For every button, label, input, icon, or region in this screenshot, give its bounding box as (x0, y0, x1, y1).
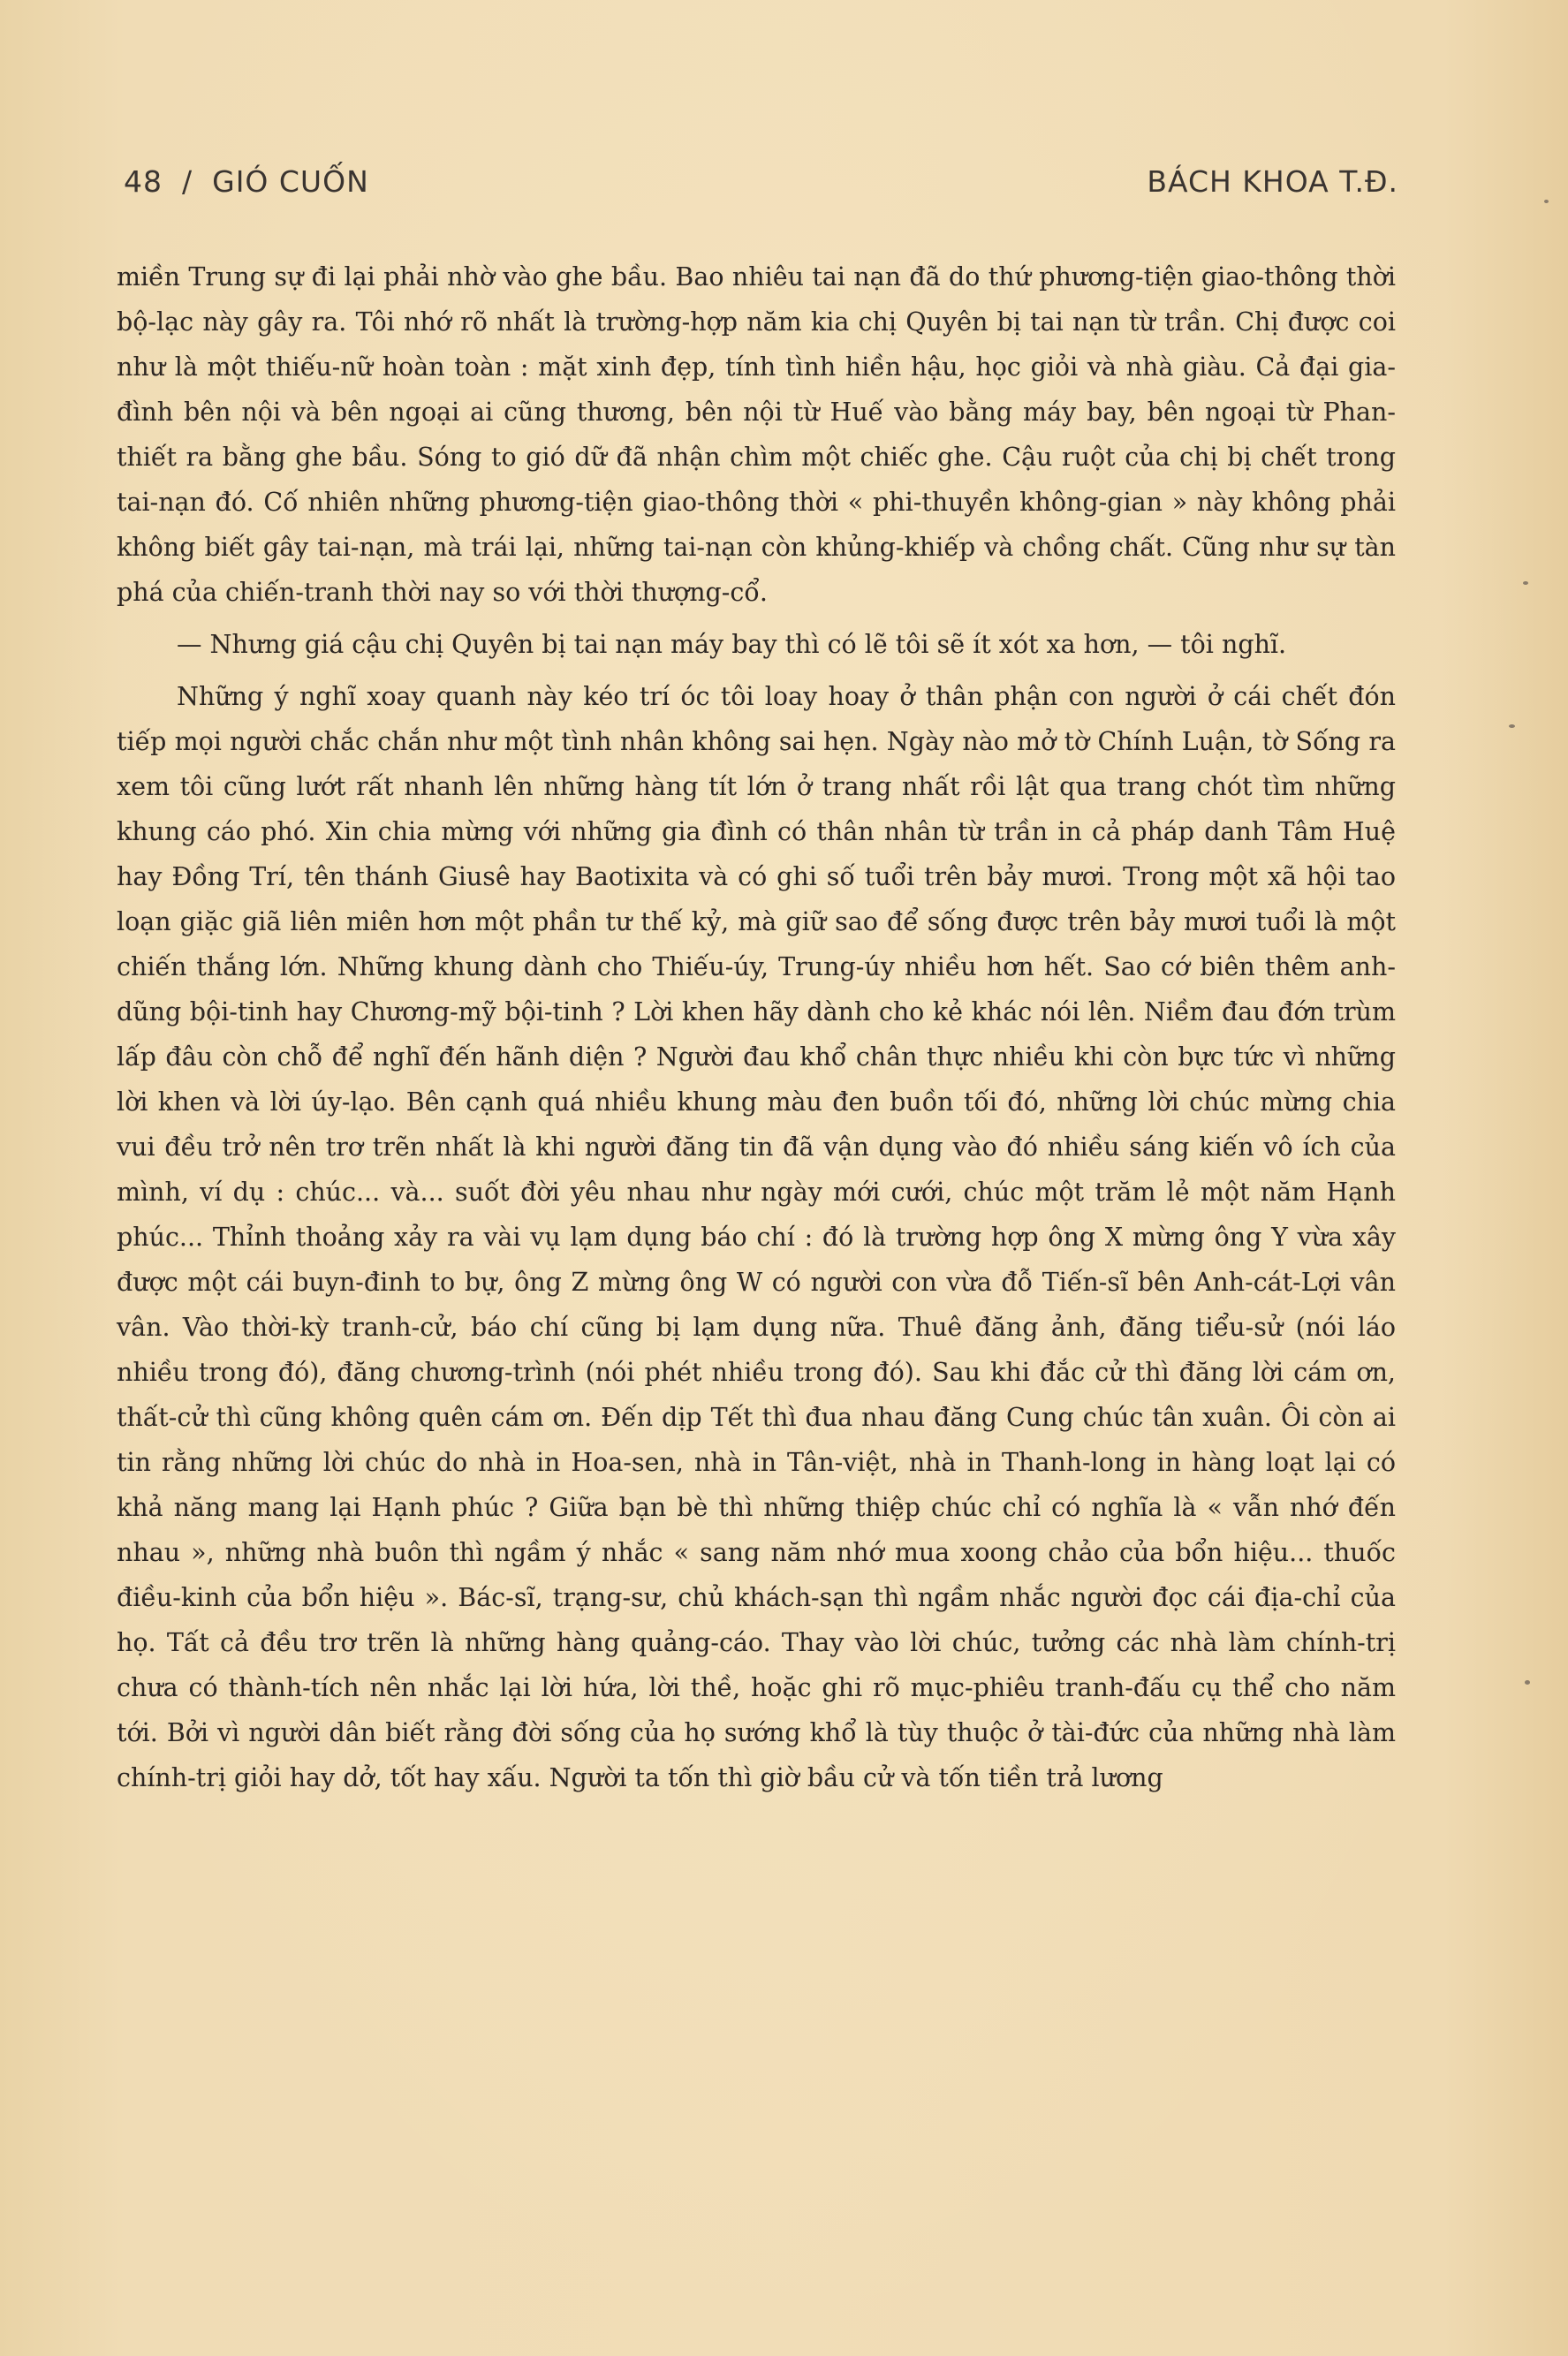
header-left (124, 164, 369, 199)
paragraph-continued: miền Trung sự đi lại phải nhờ vào ghe bầu. Bao nhiêu tai nạn đã do thứ phương-tiện giao-thông thời bộ-lạc này gây ra. Tôi nhớ rõ nhất là trường-hợp năm kia chị Quyên bị tai nạn từ trần. Chị được coi như là một thiếu-nữ hoàn toàn : mặt xinh đẹp, tính tình hiền hậu, học giỏi và nhà giàu. Cả đại gia-đình bên nội và bên ngoại ai cũng thương, bên nội từ Huế vào bằng máy bay, bên ngoại từ Phan-thiết ra bằng ghe bầu. Sóng to gió dữ đã nhận chìm một chiếc ghe. Cậu ruột của chị bị chết trong tai-nạn đó. Cố nhiên những phương-tiện giao-thông thời « phi-thuyền không-gian » này không phải không biết gây tai-nạn, mà trái lại, những tai-nạn còn khủng-khiếp và chồng chất. Cũng như sự tàn phá của chiến-tranh thời nay so với thời thượng-cổ. (117, 262, 1396, 607)
page-header (124, 164, 1398, 207)
running-title: BÁCH KHOA T.Đ. (1147, 164, 1398, 199)
header-separator: / (182, 164, 193, 199)
paragraph-dialogue: — Nhưng giá cậu chị Quyên bị tai nạn máy bay thì có lẽ tôi sẽ ít xót xa hơn, — tôi nghĩ. (177, 630, 1287, 659)
speck-mark (1523, 581, 1528, 585)
speck-mark (1525, 1680, 1530, 1685)
page-number: 48 (124, 164, 163, 199)
speck-mark (1509, 724, 1515, 728)
speck-mark (1544, 200, 1549, 203)
body-text (117, 254, 1396, 1800)
book-title: GIÓ CUỐN (212, 164, 369, 199)
paragraph-main: Những ý nghĩ xoay quanh này kéo trí óc tôi loay hoay ở thân phận con người ở cái chết đón tiếp mọi người chắc chắn như một tình nhân không sai hẹn. Ngày nào mở tờ Chính Luận, tờ Sống ra xem tôi cũng lướt rất nhanh lên những hàng tít lớn ở trang nhất rồi lật qua trang chót tìm những khung cáo phó. Xin chia mừng với những gia đình có thân nhân từ trần in cả pháp danh Tâm Huệ hay Đồng Trí, tên thánh Giusê hay Baotixita và có ghi số tuổi trên bảy mươi. Trong một xã hội tao loạn giặc giã liên miên hơn một phần tư thế kỷ, mà giữ sao để sống được trên bảy mươi tuổi là một chiến thắng lớn. Những khung dành cho Thiếu-úy, Trung-úy nhiều hơn hết. Sao cớ biên thêm anh-dũng bội-tinh hay Chương-mỹ bội-tinh ? Lời khen hãy dành cho kẻ khác nói lên. Niềm đau đớn trùm lấp đâu còn chỗ để nghĩ đến hãnh diện ? Người đau khổ chân thực nhiều khi còn bực tức vì những lời khen và lời úy-lạo. Bên cạnh quá nhiều khung màu đen buồn tối đó, những lời chúc mừng chia vui đều trở nên trơ trẽn nhất là khi người đăng tin đã vận dụng vào đó nhiều sáng kiến vô ích của mình, ví dụ : chúc... và... suốt đời yêu nhau như ngày mới cưới, chúc một trăm lẻ một năm Hạnh phúc... Thỉnh thoảng xảy ra vài vụ lạm dụng báo chí : đó là trường hợp ông X mừng ông Y vừa xây được một cái buyn-đinh to bự, ông Z mừng ông W có người con vừa đỗ Tiến-sĩ bên Anh-cát-Lợi vân vân. Vào thời-kỳ tranh-cử, báo chí cũng bị lạm dụng nữa. Thuê đăng ảnh, đăng tiểu-sử (nói láo nhiều trong đó), đăng chương-trình (nói phét nhiều trong đó). Sau khi đắc cử thì đăng lời cám ơn, thất-cử thì cũng không quên cám ơn. Đến dịp Tết thì đua nhau đăng Cung chúc tân xuân. Ôi còn ai tin rằng những lời chúc do nhà in Hoa-sen, nhà in Tân-việt, nhà in Thanh-long in hàng loạt lại có khả năng mang lại Hạnh phúc ? Giữa bạn bè thì những thiệp chúc chỉ có nghĩa là « vẫn nhớ đến nhau », những nhà buôn thì ngầm ý nhắc « sang năm nhớ mua xoong chảo của bổn hiệu... thuốc điều-kinh của bổn hiệu ». Bác-sĩ, trạng-sư, chủ khách-sạn thì ngầm nhắc người đọc cái địa-chỉ của họ. Tất cả đều trơ trẽn là những hàng quảng-cáo. Thay vào lời chúc, tưởng các nhà làm chính-trị chưa có thành-tích nên nhắc lại lời hứa, lời thề, hoặc ghi rõ mục-phiêu tranh-đấu cụ thể cho năm tới. Bởi vì người dân biết rằng đời sống của họ sướng khổ là tùy thuộc ở tài-đức của những nhà làm chính-trị giỏi hay dở, tốt hay xấu. Người ta tốn thì giờ bầu cử và tốn tiền trả lương (117, 682, 1396, 1792)
